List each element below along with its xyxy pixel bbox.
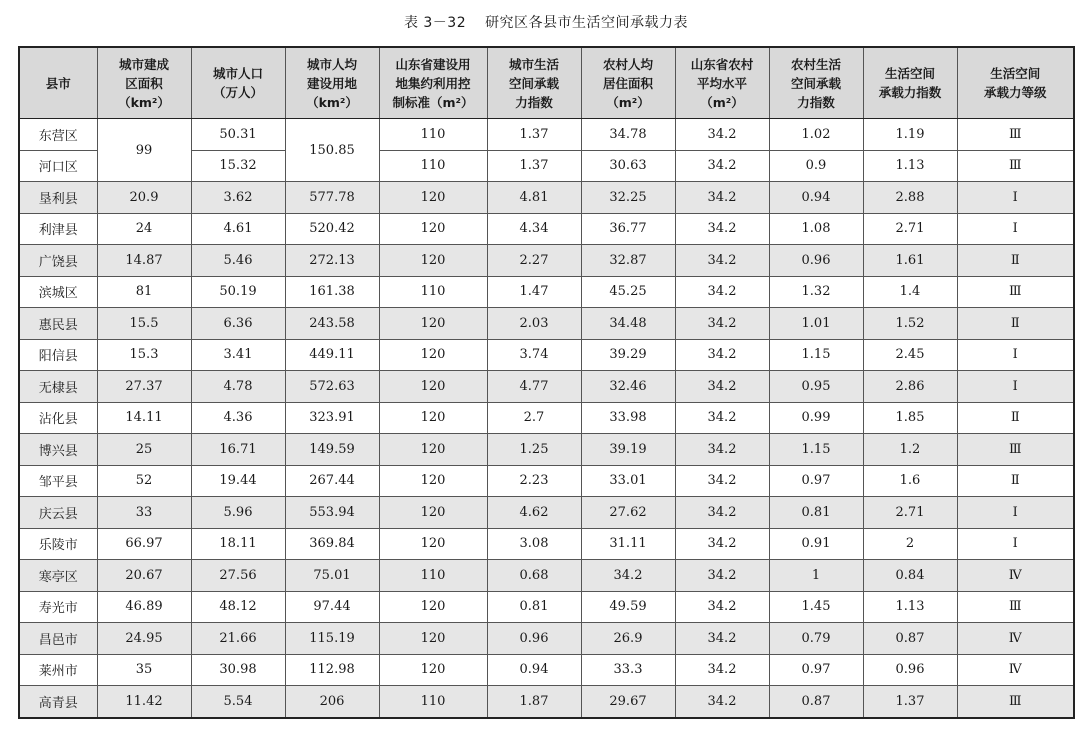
table-row — [19, 434, 1074, 466]
table-cell: 34.78 — [581, 119, 675, 151]
column-header-line: 农村人均 — [602, 56, 653, 72]
table-cell: 115.19 — [285, 623, 379, 655]
column-header — [379, 47, 487, 119]
table-cell: 15.5 — [97, 308, 191, 340]
table-cell: 34.2 — [675, 686, 769, 718]
table-cell: 4.77 — [487, 371, 581, 403]
table-cell: 34.2 — [675, 465, 769, 497]
table-cell: 0.96 — [863, 654, 957, 686]
table-cell: 4.81 — [487, 182, 581, 214]
table-cell: 110 — [379, 119, 487, 151]
table-row — [19, 371, 1074, 403]
table-cell: 1.6 — [863, 465, 957, 497]
table-cell: 34.2 — [675, 560, 769, 592]
table-cell: 5.54 — [191, 686, 285, 718]
table-cell: Ⅱ — [957, 465, 1074, 497]
table-cell: 120 — [379, 182, 487, 214]
table-row — [19, 308, 1074, 340]
county-name-cell: 广饶县 — [19, 245, 97, 277]
table-cell: 4.36 — [191, 402, 285, 434]
column-header-line: 地集约利用控 — [395, 75, 471, 91]
table-cell: 0.87 — [863, 623, 957, 655]
county-name-cell: 高青县 — [19, 686, 97, 718]
table-cell: 0.96 — [769, 245, 863, 277]
table-cell: 0.81 — [487, 591, 581, 623]
table-cell: Ⅱ — [957, 245, 1074, 277]
column-header-line: （km²） — [118, 94, 170, 110]
table-row — [19, 623, 1074, 655]
table-cell: 34.2 — [675, 654, 769, 686]
table-cell: 1.01 — [769, 308, 863, 340]
column-header-line: （m²） — [606, 94, 650, 110]
table-cell: 0.96 — [487, 623, 581, 655]
table-cell: 120 — [379, 434, 487, 466]
table-cell: 4.62 — [487, 497, 581, 529]
column-header — [487, 47, 581, 119]
column-header-line: 居住面积 — [602, 75, 653, 91]
county-name-cell: 莱州市 — [19, 654, 97, 686]
table-cell: 150.85 — [285, 119, 379, 182]
table-row — [19, 497, 1074, 529]
column-header — [863, 47, 957, 119]
table-cell: 323.91 — [285, 402, 379, 434]
column-header — [285, 47, 379, 119]
table-cell: 34.2 — [675, 623, 769, 655]
table-cell: 149.59 — [285, 434, 379, 466]
table-cell: 2.7 — [487, 402, 581, 434]
county-name-cell: 沾化县 — [19, 402, 97, 434]
column-header-line: 力指数 — [515, 94, 553, 110]
table-cell: 15.3 — [97, 339, 191, 371]
table-cell: 449.11 — [285, 339, 379, 371]
table-cell: Ⅱ — [957, 308, 1074, 340]
table-cell: 11.42 — [97, 686, 191, 718]
table-row — [19, 686, 1074, 718]
table-cell: 5.46 — [191, 245, 285, 277]
table-cell: 34.2 — [675, 371, 769, 403]
column-header-line: 山东省农村 — [690, 56, 754, 72]
table-cell: 1.4 — [863, 276, 957, 308]
table-cell: 1.37 — [487, 119, 581, 151]
table-cell: 2.86 — [863, 371, 957, 403]
table-cell: 1.52 — [863, 308, 957, 340]
county-name-cell: 垦利县 — [19, 182, 97, 214]
table-cell: 120 — [379, 623, 487, 655]
table-cell: 34.2 — [675, 434, 769, 466]
table-cell: 31.11 — [581, 528, 675, 560]
county-name-cell: 庆云县 — [19, 497, 97, 529]
table-cell: Ⅲ — [957, 276, 1074, 308]
column-header-line: 空间承载 — [508, 75, 559, 91]
table-cell: 14.87 — [97, 245, 191, 277]
table-cell: 1.25 — [487, 434, 581, 466]
table-cell: 0.91 — [769, 528, 863, 560]
table-cell: 25 — [97, 434, 191, 466]
table-cell: 2.45 — [863, 339, 957, 371]
table-cell: 35 — [97, 654, 191, 686]
table-cell: 50.31 — [191, 119, 285, 151]
column-header-line: 城市人均 — [306, 56, 357, 72]
table-cell: Ⅰ — [957, 213, 1074, 245]
column-header-line: 力指数 — [797, 94, 835, 110]
table-cell: 120 — [379, 591, 487, 623]
table-cell: 0.87 — [769, 686, 863, 718]
table-cell: 110 — [379, 150, 487, 182]
table-cell: 27.62 — [581, 497, 675, 529]
table-cell: 3.62 — [191, 182, 285, 214]
table-cell: 32.25 — [581, 182, 675, 214]
table-row — [19, 591, 1074, 623]
column-header-line: 农村生活 — [790, 56, 841, 72]
table-cell: Ⅲ — [957, 591, 1074, 623]
table-row — [19, 560, 1074, 592]
table-cell: 1.15 — [769, 434, 863, 466]
column-header-line: 城市人口 — [212, 66, 263, 81]
table-cell: 34.48 — [581, 308, 675, 340]
table-cell: 34.2 — [675, 339, 769, 371]
table-cell: 34.2 — [675, 591, 769, 623]
table-cell: 34.2 — [675, 119, 769, 151]
table-cell: 0.94 — [769, 182, 863, 214]
table-cell: 45.25 — [581, 276, 675, 308]
column-header-line: 山东省建设用 — [395, 56, 471, 72]
table-cell: 3.41 — [191, 339, 285, 371]
table-cell: Ⅱ — [957, 402, 1074, 434]
table-cell: 36.77 — [581, 213, 675, 245]
column-header-line: 平均水平 — [696, 75, 747, 91]
table-cell: 0.84 — [863, 560, 957, 592]
table-cell: 1.13 — [863, 591, 957, 623]
county-name-cell: 阳信县 — [19, 339, 97, 371]
table-cell: 112.98 — [285, 654, 379, 686]
table-cell: 0.94 — [487, 654, 581, 686]
table-cell: 21.66 — [191, 623, 285, 655]
table-cell: 2.71 — [863, 497, 957, 529]
table-cell: 120 — [379, 497, 487, 529]
table-cell: Ⅰ — [957, 497, 1074, 529]
table-row — [19, 528, 1074, 560]
table-row — [19, 654, 1074, 686]
column-header-line: 建设用地 — [306, 75, 357, 91]
column-header — [957, 47, 1074, 119]
table-cell: 3.74 — [487, 339, 581, 371]
table-cell: 1.15 — [769, 339, 863, 371]
table-cell: 99 — [97, 119, 191, 182]
table-cell: 18.11 — [191, 528, 285, 560]
table-cell: 1.32 — [769, 276, 863, 308]
table-cell: 2.03 — [487, 308, 581, 340]
county-name-cell: 寿光市 — [19, 591, 97, 623]
table-row — [19, 402, 1074, 434]
table-cell: 110 — [379, 276, 487, 308]
county-name-cell: 河口区 — [19, 150, 97, 182]
table-cell: Ⅳ — [957, 560, 1074, 592]
table-cell: 81 — [97, 276, 191, 308]
table-cell: Ⅲ — [957, 119, 1074, 151]
column-header — [19, 47, 97, 119]
table-cell: 120 — [379, 308, 487, 340]
table-cell: 1.19 — [863, 119, 957, 151]
table-cell: 0.68 — [487, 560, 581, 592]
table-cell: 24 — [97, 213, 191, 245]
table-cell: Ⅲ — [957, 686, 1074, 718]
table-cell: 48.12 — [191, 591, 285, 623]
table-cell: 30.63 — [581, 150, 675, 182]
column-header-line: 生活空间 — [990, 66, 1041, 81]
table-cell: 20.67 — [97, 560, 191, 592]
table-cell: 34.2 — [675, 402, 769, 434]
table-title: 研究区各县市生活空间承载力表 — [485, 15, 689, 31]
county-name-cell: 博兴县 — [19, 434, 97, 466]
table-cell: 2.23 — [487, 465, 581, 497]
table-caption — [0, 12, 1092, 32]
table-cell: 30.98 — [191, 654, 285, 686]
table-cell: Ⅳ — [957, 623, 1074, 655]
table-cell: 1.08 — [769, 213, 863, 245]
table-cell: 1.2 — [863, 434, 957, 466]
table-cell: 14.11 — [97, 402, 191, 434]
table-cell: 33 — [97, 497, 191, 529]
table-row — [19, 465, 1074, 497]
county-name-cell: 滨城区 — [19, 276, 97, 308]
table-cell: 39.29 — [581, 339, 675, 371]
table-cell: 1.45 — [769, 591, 863, 623]
table-cell: 34.2 — [675, 150, 769, 182]
table-cell: 26.9 — [581, 623, 675, 655]
table-cell: 33.3 — [581, 654, 675, 686]
table-cell: 553.94 — [285, 497, 379, 529]
table-cell: 34.2 — [675, 213, 769, 245]
table-cell: 49.59 — [581, 591, 675, 623]
table-cell: Ⅳ — [957, 654, 1074, 686]
table-cell: Ⅰ — [957, 528, 1074, 560]
carrying-capacity-table — [18, 46, 1075, 719]
table-cell: 4.78 — [191, 371, 285, 403]
table-cell: 243.58 — [285, 308, 379, 340]
table-row — [19, 276, 1074, 308]
table-cell: 520.42 — [285, 213, 379, 245]
column-header-line: 城市生活 — [508, 56, 559, 72]
table-row — [19, 339, 1074, 371]
column-header-line: （km²） — [306, 94, 358, 110]
table-cell: 120 — [379, 465, 487, 497]
table-cell: 66.97 — [97, 528, 191, 560]
county-name-cell: 东营区 — [19, 119, 97, 151]
table-cell: 0.79 — [769, 623, 863, 655]
table-row — [19, 119, 1074, 151]
table-cell: 46.89 — [97, 591, 191, 623]
column-header-line: 制标准（m²） — [392, 94, 474, 110]
table-cell: 97.44 — [285, 591, 379, 623]
table-cell: 52 — [97, 465, 191, 497]
table-cell: 272.13 — [285, 245, 379, 277]
table-cell: 161.38 — [285, 276, 379, 308]
column-header-line: 空间承载 — [790, 75, 841, 91]
table-cell: 34.2 — [581, 560, 675, 592]
table-cell: 577.78 — [285, 182, 379, 214]
column-header — [675, 47, 769, 119]
table-number: 表 3－32 — [403, 15, 467, 31]
table-cell: 4.61 — [191, 213, 285, 245]
table-cell: 1.13 — [863, 150, 957, 182]
table-cell: 2 — [863, 528, 957, 560]
table-cell: 27.56 — [191, 560, 285, 592]
table-cell: Ⅲ — [957, 434, 1074, 466]
table-header — [19, 47, 1074, 119]
table-body — [19, 119, 1074, 718]
table-cell: 206 — [285, 686, 379, 718]
table-cell: 2.71 — [863, 213, 957, 245]
table-cell: 34.2 — [675, 528, 769, 560]
table-cell: 1.61 — [863, 245, 957, 277]
table-cell: 0.81 — [769, 497, 863, 529]
county-name-cell: 乐陵市 — [19, 528, 97, 560]
table-cell: 1.85 — [863, 402, 957, 434]
table-cell: 27.37 — [97, 371, 191, 403]
column-header — [97, 47, 191, 119]
header-row — [19, 47, 1074, 119]
table-cell: 2.88 — [863, 182, 957, 214]
table-cell: 20.9 — [97, 182, 191, 214]
table-cell: 0.97 — [769, 465, 863, 497]
table-cell: 572.63 — [285, 371, 379, 403]
table-cell: 1.37 — [487, 150, 581, 182]
table-cell: 120 — [379, 654, 487, 686]
county-name-cell: 昌邑市 — [19, 623, 97, 655]
table-cell: 5.96 — [191, 497, 285, 529]
table-cell: 120 — [379, 339, 487, 371]
table-cell: 120 — [379, 245, 487, 277]
table-cell: 120 — [379, 213, 487, 245]
table-row — [19, 245, 1074, 277]
table-cell: 369.84 — [285, 528, 379, 560]
table-row — [19, 182, 1074, 214]
table-cell: 15.32 — [191, 150, 285, 182]
table-cell: Ⅲ — [957, 150, 1074, 182]
table-cell: 110 — [379, 560, 487, 592]
column-header — [769, 47, 863, 119]
county-name-cell: 寒亭区 — [19, 560, 97, 592]
table-cell: 16.71 — [191, 434, 285, 466]
table-cell: 29.67 — [581, 686, 675, 718]
column-header — [191, 47, 285, 119]
column-header-line: （万人） — [212, 85, 263, 100]
table-cell: 1.87 — [487, 686, 581, 718]
column-header-line: 生活空间 — [884, 66, 935, 81]
column-header — [581, 47, 675, 119]
table-cell: 34.2 — [675, 182, 769, 214]
column-header-line: 区面积 — [125, 75, 163, 91]
table-cell: 19.44 — [191, 465, 285, 497]
table-cell: 75.01 — [285, 560, 379, 592]
table-cell: 4.34 — [487, 213, 581, 245]
column-header-line: 承载力等级 — [983, 85, 1047, 100]
table-cell: 2.27 — [487, 245, 581, 277]
county-name-cell: 惠民县 — [19, 308, 97, 340]
column-header-line: （m²） — [700, 94, 744, 110]
column-header-line: 城市建成 — [118, 56, 169, 72]
table-cell: 0.95 — [769, 371, 863, 403]
column-header-line: 县市 — [45, 75, 71, 91]
table-cell: 34.2 — [675, 276, 769, 308]
table-cell: Ⅰ — [957, 371, 1074, 403]
table-cell: Ⅰ — [957, 339, 1074, 371]
table-cell: 0.97 — [769, 654, 863, 686]
table-cell: 1.02 — [769, 119, 863, 151]
table-cell: 3.08 — [487, 528, 581, 560]
table-cell: 39.19 — [581, 434, 675, 466]
table-cell: 6.36 — [191, 308, 285, 340]
table-cell: 24.95 — [97, 623, 191, 655]
table-cell: Ⅰ — [957, 182, 1074, 214]
table-cell: 267.44 — [285, 465, 379, 497]
table-cell: 33.01 — [581, 465, 675, 497]
county-name-cell: 无棣县 — [19, 371, 97, 403]
table-cell: 1.37 — [863, 686, 957, 718]
table-row — [19, 213, 1074, 245]
table-cell: 110 — [379, 686, 487, 718]
table-cell: 1 — [769, 560, 863, 592]
table-cell: 0.99 — [769, 402, 863, 434]
county-name-cell: 邹平县 — [19, 465, 97, 497]
table-cell: 32.46 — [581, 371, 675, 403]
table-cell: 1.47 — [487, 276, 581, 308]
column-header-line: 承载力指数 — [878, 85, 942, 100]
table-cell: 120 — [379, 528, 487, 560]
table-cell: 120 — [379, 371, 487, 403]
table-cell: 33.98 — [581, 402, 675, 434]
table-cell: 34.2 — [675, 308, 769, 340]
table-cell: 50.19 — [191, 276, 285, 308]
table-cell: 32.87 — [581, 245, 675, 277]
table-cell: 120 — [379, 402, 487, 434]
table-cell: 34.2 — [675, 245, 769, 277]
table-cell: 0.9 — [769, 150, 863, 182]
county-name-cell: 利津县 — [19, 213, 97, 245]
table-cell: 34.2 — [675, 497, 769, 529]
